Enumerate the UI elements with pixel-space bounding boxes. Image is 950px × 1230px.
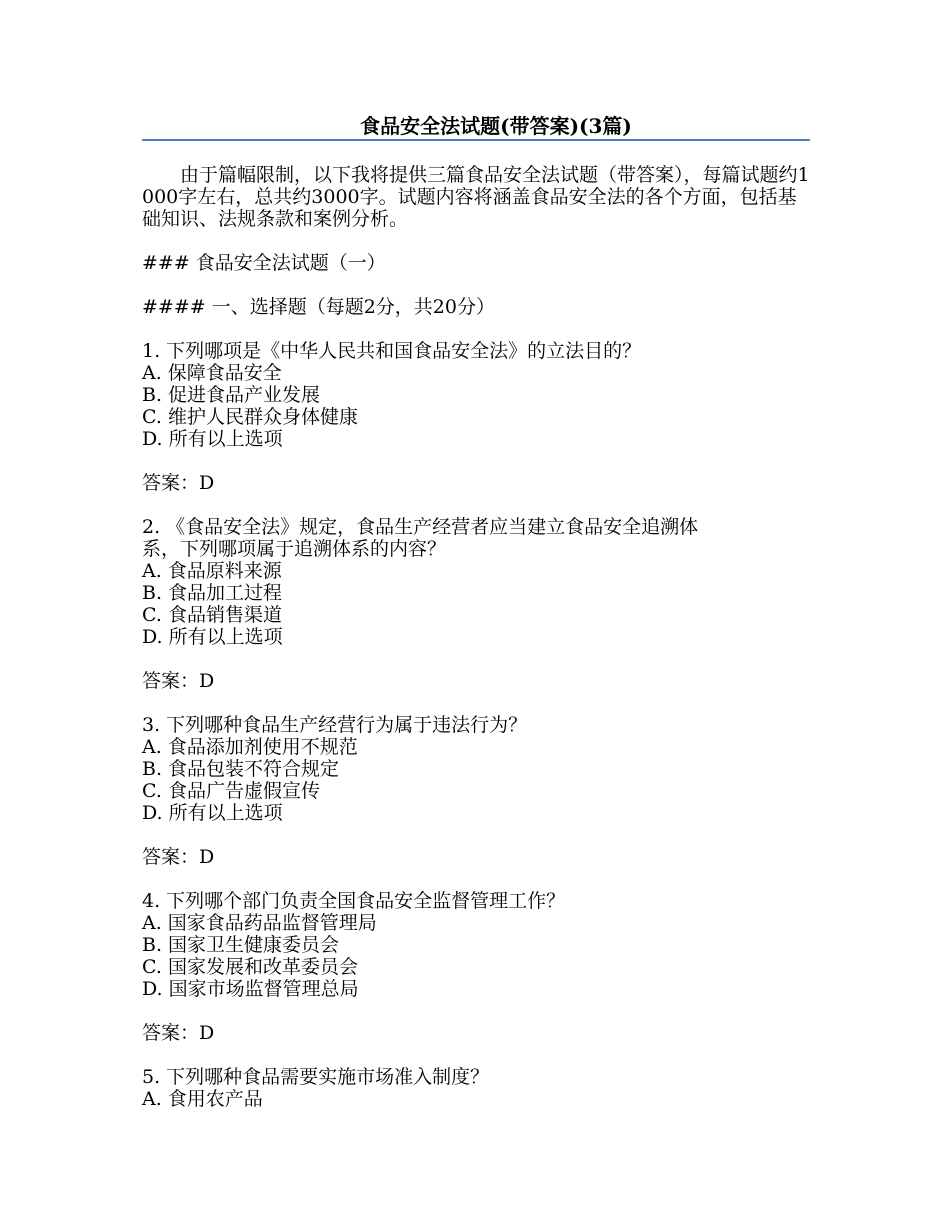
option-c: C. 食品销售渠道 (142, 604, 282, 626)
question-text: 1. 下列哪项是《中华人民共和国食品安全法》的立法目的？ (142, 340, 642, 362)
option-c: C. 维护人民群众身体健康 (142, 406, 358, 428)
answer-text: 答案：D (142, 472, 215, 494)
option-a: A. 食用农产品 (142, 1088, 263, 1110)
subsection-heading: #### 一、选择题（每题2分，共20分） (142, 296, 495, 318)
question-text: 2. 《食品安全法》规定，食品生产经营者应当建立食品安全追溯体 (142, 516, 699, 538)
option-b: B. 食品包装不符合规定 (142, 758, 340, 780)
question-text-continued: 系，下列哪项属于追溯体系的内容？ (142, 538, 447, 560)
option-b: B. 国家卫生健康委员会 (142, 934, 340, 956)
option-d: D. 国家市场监督管理总局 (142, 978, 359, 1000)
question-2 (142, 516, 810, 714)
option-b: B. 促进食品产业发展 (142, 384, 321, 406)
option-a: A. 国家食品药品监督管理局 (142, 912, 377, 934)
answer-text: 答案：D (142, 670, 215, 692)
question-text: 5. 下列哪种食品需要实施市场准入制度？ (142, 1066, 490, 1088)
option-a: A. 保障食品安全 (142, 362, 282, 384)
option-b: B. 食品加工过程 (142, 582, 283, 604)
section-heading: ### 食品安全法试题（一） (142, 252, 386, 274)
option-a: A. 食品原料来源 (142, 560, 282, 582)
title-underline (142, 139, 810, 141)
question-text: 4. 下列哪个部门负责全国食品安全监督管理工作？ (142, 890, 566, 912)
option-a: A. 食品添加剂使用不规范 (142, 736, 358, 758)
option-c: C. 食品广告虚假宣传 (142, 780, 320, 802)
answer-text: 答案：D (142, 846, 215, 868)
option-c: C. 国家发展和改革委员会 (142, 956, 358, 978)
document-body (142, 164, 810, 1110)
option-d: D. 所有以上选项 (142, 428, 283, 450)
question-1 (142, 340, 810, 516)
question-5 (142, 1066, 810, 1110)
intro-paragraph: 由于篇幅限制，以下我将提供三篇食品安全法试题（带答案），每篇试题约1000字左右，总共约3000字。试题内容将涵盖食品安全法的各个方面，包括基础知识、法规条款和案例分析。 (142, 164, 810, 230)
document-title: 食品安全法试题(带答案)(3篇) (360, 114, 632, 138)
option-d: D. 所有以上选项 (142, 626, 283, 648)
option-d: D. 所有以上选项 (142, 802, 283, 824)
question-text: 3. 下列哪种食品生产经营行为属于违法行为？ (142, 714, 528, 736)
question-3 (142, 714, 810, 890)
question-4 (142, 890, 810, 1066)
answer-text: 答案：D (142, 1022, 215, 1044)
